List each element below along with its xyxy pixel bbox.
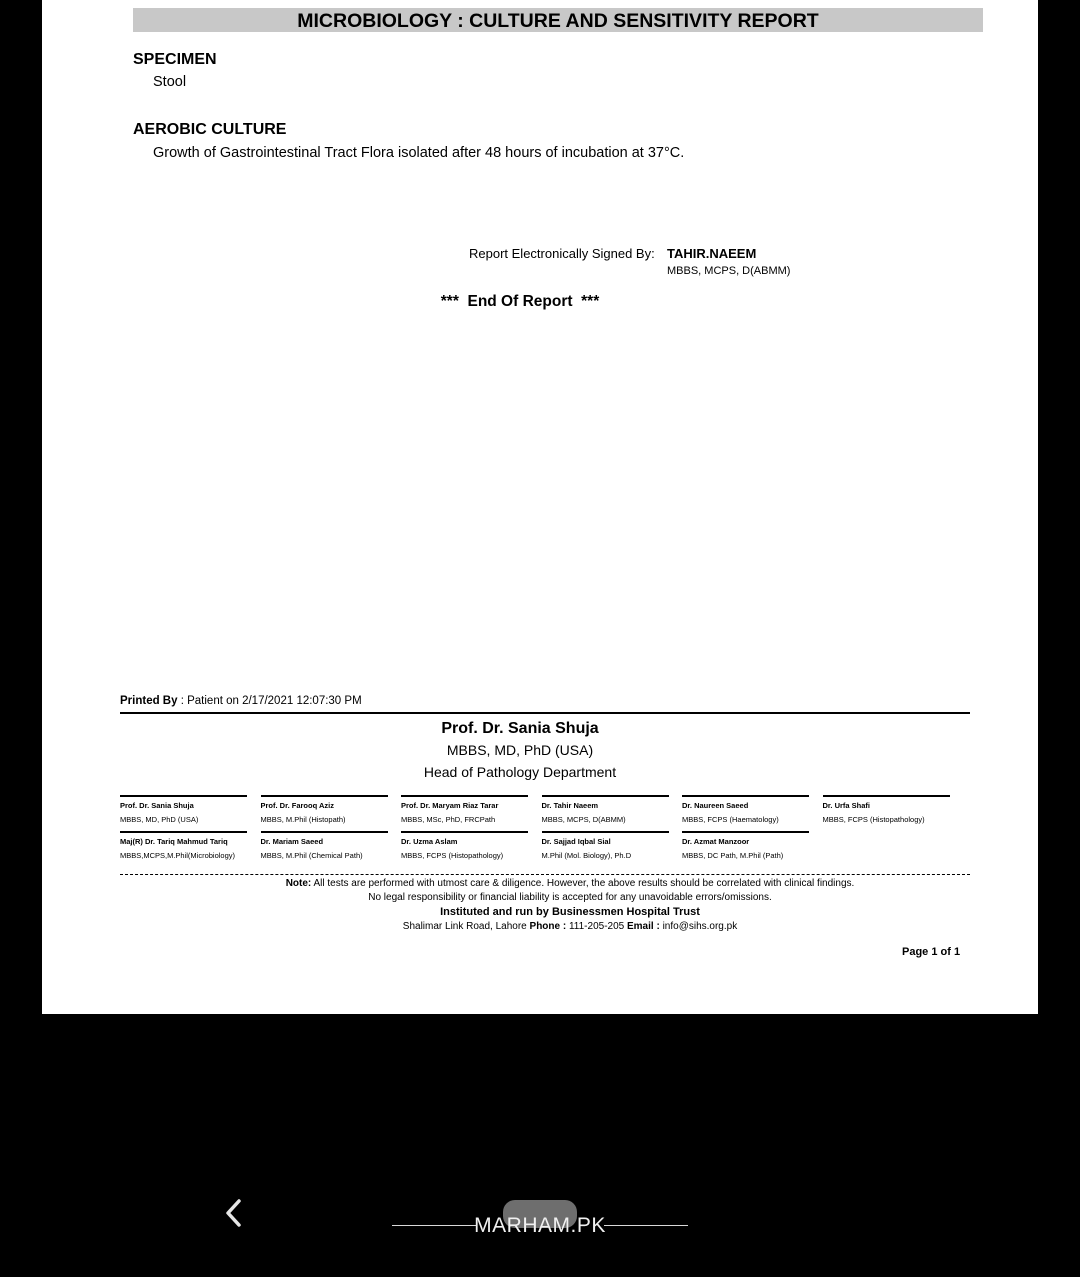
signer-name: TAHIR.NAEEM — [667, 246, 757, 261]
staff-name: Dr. Urfa Shafi — [822, 801, 871, 810]
staff-name: Dr. Uzma Aslam — [401, 837, 458, 846]
staff-name: Dr. Tahir Naeem — [541, 801, 599, 810]
footer-divider — [120, 712, 970, 714]
staff-name: Prof. Dr. Farooq Aziz — [260, 801, 334, 810]
staff-qualifications: MBBS, DC Path, M.Phil (Path) — [682, 851, 784, 860]
email-value: info@sihs.org.pk — [659, 921, 738, 932]
staff-name: Prof. Dr. Maryam Riaz Tarar — [401, 801, 499, 810]
staff-qualifications: MBBS,MCPS,M.Phil(Microbiology) — [120, 851, 236, 860]
aerobic-culture-value: Growth of Gastrointestinal Tract Flora isolated after 48 hours of incubation at 37°C. — [153, 145, 685, 161]
staff-name: Prof. Dr. Sania Shuja — [120, 801, 194, 810]
trust-text: Instituted and run by Businessmen Hospital Trust — [440, 906, 700, 918]
staff-entry — [682, 795, 809, 829]
report-title: MICROBIOLOGY : CULTURE AND SENSITIVITY REPORT — [133, 8, 983, 32]
staff-entry — [682, 831, 809, 865]
staff-list — [120, 795, 970, 865]
staff-name: Dr. Mariam Saeed — [260, 837, 324, 846]
department-head-name: Prof. Dr. Sania Shuja — [441, 720, 599, 737]
page-number: Page 1 of 1 — [902, 946, 961, 958]
specimen-heading: SPECIMEN — [133, 51, 217, 68]
staff-qualifications: MBBS, M.Phil (Chemical Path) — [260, 851, 363, 860]
end-of-report: *** End Of Report *** — [440, 293, 600, 310]
chevron-left-icon — [222, 1196, 246, 1230]
printed-by-label: Printed By — [120, 695, 178, 707]
staff-qualifications: MBBS, FCPS (Histopathology) — [401, 851, 504, 860]
aerobic-culture-heading: AEROBIC CULTURE — [133, 121, 287, 138]
staff-qualifications: MBBS, MCPS, D(ABMM) — [541, 815, 626, 824]
phone-value: 111-205-205 — [566, 921, 627, 932]
dashed-divider — [120, 874, 970, 875]
liability-text: No legal responsibility or financial liability is accepted for any unavoidable errors/omissions. — [368, 892, 772, 903]
staff-entry — [401, 831, 528, 865]
specimen-value: Stool — [153, 74, 187, 90]
back-button[interactable] — [222, 1196, 246, 1230]
watermark-text: MARHAM.PK — [474, 1214, 606, 1237]
watermark — [392, 1214, 688, 1238]
staff-qualifications: MBBS, M.Phil (Histopath) — [260, 815, 346, 824]
note-text: All tests are performed with utmost care & diligence. However, the above results should be correlated with clinical findings. — [311, 878, 855, 889]
staff-entry — [120, 831, 247, 865]
staff-entry — [823, 795, 950, 829]
staff-name: Dr. Naureen Saeed — [682, 801, 749, 810]
staff-entry — [542, 831, 669, 865]
staff-qualifications: MBBS, MD, PhD (USA) — [120, 815, 199, 824]
staff-name: Dr. Sajjad Iqbal Sial — [541, 837, 611, 846]
printed-by-value: : Patient on 2/17/2021 12:07:30 PM — [177, 695, 362, 707]
staff-qualifications: MBBS, FCPS (Histopathology) — [822, 815, 925, 824]
staff-entry — [542, 795, 669, 829]
signer-qualifications: MBBS, MCPS, D(ABMM) — [667, 265, 791, 277]
printed-by — [120, 695, 362, 707]
staff-name: Maj(R) Dr. Tariq Mahmud Tariq — [120, 837, 228, 846]
note-line — [42, 878, 1080, 889]
staff-entry — [401, 795, 528, 829]
staff-entry — [261, 795, 388, 829]
report-page — [42, 0, 1038, 1014]
staff-qualifications: MBBS, FCPS (Haematology) — [682, 815, 779, 824]
note-label: Note: — [285, 878, 312, 889]
staff-qualifications: M.Phil (Mol. Biology), Ph.D — [541, 851, 632, 860]
phone-label: Phone : — [529, 921, 567, 932]
staff-entry — [261, 831, 388, 865]
staff-name: Dr. Azmat Manzoor — [682, 837, 750, 846]
signed-by-label: Report Electronically Signed By: — [469, 246, 655, 261]
department-head-qualifications: MBBS, MD, PhD (USA) — [446, 742, 594, 758]
department-head-title: Head of Pathology Department — [423, 764, 617, 780]
address-text: Shalimar Link Road, Lahore — [402, 921, 530, 932]
email-label: Email : — [627, 921, 660, 932]
contact-line — [42, 921, 1080, 932]
staff-entry — [120, 795, 247, 829]
staff-qualifications: MBBS, MSc, PhD, FRCPath — [401, 815, 496, 824]
